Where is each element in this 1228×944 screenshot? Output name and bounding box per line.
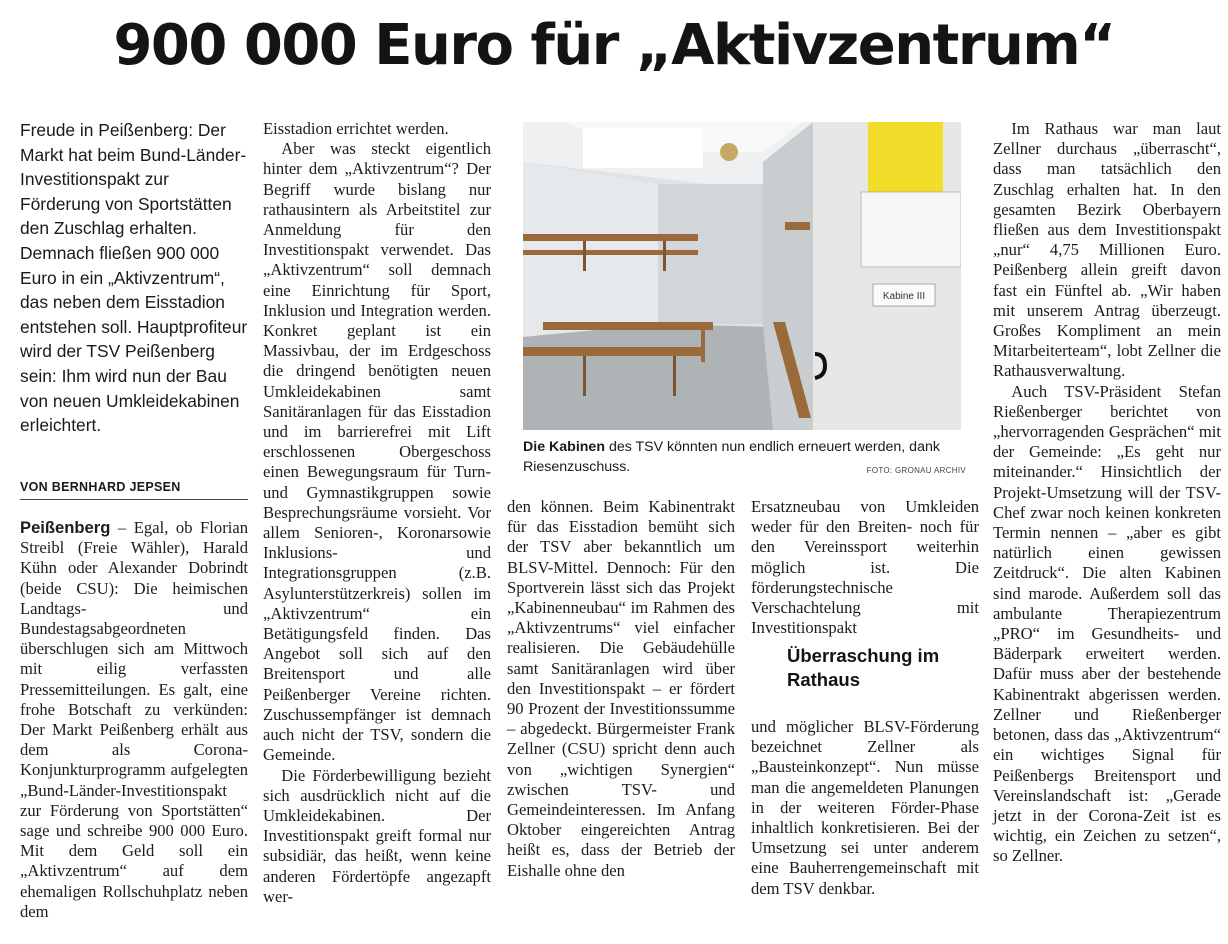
locker-room-photo <box>523 122 961 430</box>
dateline: Peißenberg <box>20 518 111 537</box>
cabin-sign-text: Kabine III <box>882 291 926 302</box>
paragraph: Im Rathaus war man laut Zellner durchaus „überrascht“, dass man tatsächlich den Zuschlag erhalten hat. In den gesamten Bezirk Oberbayern fließen aus dem Investitionspakt „nur“ 4,75 Millionen Euro. Peißenberg allein greift davon fast ein Fünftel ab. „Wir haben mit unserem Antrag überzeugt. Großes Kompliment an mein Mitarbeiterteam“, lobt Zellner die Rathausverwaltung. <box>993 119 1221 381</box>
paragraph: Ersatzneubau von Umkleiden weder für den Breiten- noch für den Vereinssport weiterhin möglich ist. Die förderungstechnische Verschachtelung mit Investitionspakt <box>751 497 979 638</box>
article-column-1 <box>20 518 248 922</box>
lead-paragraph: Freude in Peißenberg: Der Markt hat beim Bund-Länder-Investitionspakt zur Förderung von Sportstätten den Zuschlag erhalten. Demnach fließen 900 000 Euro in ein „Aktivzentrum“, das neben dem Eisstadion entstehen soll. Hauptprofiteur wird der TSV Peißenberg sein: Ihm wird nun der Bau von neuen Umkleidekabinen erleichtert. <box>20 120 248 436</box>
paragraph: und möglicher BLSV-Förderung bezeichnet Zellner als „Bausteinkonzept“. Nun müsse man die angemeldeten Planungen in der weiteren Förder-Phase inhaltlich konkretisieren. Bei der Umsetzung sei unter anderem eine Bauherrengemeinschaft mit dem TSV denkbar. <box>751 717 979 898</box>
photo-credit: FOTO: GRONAU ARCHIV <box>866 466 966 475</box>
paragraph: Auch TSV-Präsident Stefan Rießenberger berichtet von „hervorragenden Gesprächen“ mit der Gemeinde: „Es geht nur miteinander.“ Hinsichtlich der Projekt-Umsetzung will der TSV-Chef zwar noch keinen konkreten Termin nennen – „aber es gibt natürlich einen gewissen Zeitdruck“. Die alten Kabinen sind marode. Außerdem soll das ambulante Therapiezentrum „PRO“ im Gesundheits- und Bäderpark erweitert werden. Dafür muss aber der bestehende Kabinentrakt abgerissen werden. Zellner und Rießenberger betonen, dass das „Aktivzentrum“ ein wichtiges Signal für Peißenbergs Breitensport und Vereinslandschaft ist: „Gerade jetzt in der Corona-Zeit ist es wichtig, ein Zeichen zu setzen“, so Zellner. <box>993 381 1221 866</box>
article-column-3 <box>507 497 735 881</box>
byline: VON BERNHARD JEPSEN <box>20 480 248 500</box>
locker-room-illustration <box>523 122 961 430</box>
caption-lead: Die Kabinen <box>523 439 605 455</box>
paragraph: Aber was steckt eigentlich hinter dem „Aktivzentrum“? Der Begriff wurde bislang nur rathausintern als Arbeitstitel zur Anmeldung für den Investitionspakt verwendet. Das „Aktivzentrum“ soll demnach eine Einrichtung für Sport, Inklusion und Integration werden. Konkret geplant ist ein Massivbau, der im Erdgeschoss die dringend benötigten neuen Umkleidekabinen samt Sanitäranlagen für das Eisstadion und im barrierefrei mit Lift erschlossenen Obergeschoss einen Bewegungsraum für Turn- und Gymnastikgruppen sowie Besprechungsräume vorsieht. Vor allem Senioren-, Koronarsowie Inklusions- und Integrationsgruppen (z.B. Asylunterstützerkreis) sollen im „Aktivzentrum“ ein Betätigungsfeld finden. Das Angebot soll sich auf den Breitensport und alle Peißenberger Vereine richten. Zuschussempfänger ist demnach auch nicht der TSV, sondern die Gemeinde. <box>263 139 491 765</box>
paragraph: Eisstadion errichtet werden. <box>263 119 449 138</box>
article-column-5 <box>993 119 1221 867</box>
headline: 900 000 Euro für „Aktivzentrum“ <box>113 13 1115 78</box>
subheading: Überraschung im Rathaus <box>787 645 940 690</box>
article-column-4-top <box>751 497 979 638</box>
paragraph: Die Förderbewilligung bezieht sich ausdrücklich nicht auf die Umkleidekabinen. Der Investitionspakt greift formal nur subsidiär, das heißt, wenn keine anderen Fördertöpfe angezapft wer- <box>263 765 491 906</box>
article-column-2 <box>263 119 491 907</box>
article-column-4-bottom <box>751 717 979 899</box>
column-1-text: – Egal, ob Florian Streibl (Freie Wähler), Harald Kühn oder Alexander Dobrindt (beide CSU): Die heimischen Landtags- und Bundestagsabgeordneten überschlugen sich am Mittwoch mit eilig verfassten Pressemitteilungen. Es galt, eine frohe Botschaft zu verkünden: Der Markt Peißenberg erhält aus dem als Corona-Konjunkturprogramm aufgelegten „Bund-Länder-Investitionspakt zur Förderung von Sportstätten“ sage und schreibe 900 000 Euro. Mit dem Geld soll ein „Aktivzentrum“ auf dem ehemaligen Rollschuhplatz neben dem <box>20 518 248 921</box>
paragraph: den können. Beim Kabinentrakt für das Eisstadion bemüht sich der TSV aber bekanntlich um BLSV-Mittel. Dennoch: Für den Sportverein lässt sich das Projekt „Kabinenneubau“ im Rahmen des „Aktivzentrums“ viel einfacher realisieren. Die Gebäudehülle samt Sanitäranlagen wird über den Investitionspakt – er fördert 90 Prozent der Investitionssumme – abgedeckt. Bürgermeister Frank Zellner (CSU) spricht denn auch von „wichtigen Synergien“ zwischen TSV- und Gemeindeinteressen. Im Anfang Oktober eingereichten Antrag heißt es, dass der Betrieb der Eishalle ohne den <box>507 497 735 880</box>
caption-text: des TSV könnten nun endlich erneuert werden, dank Riesenzuschuss. <box>523 439 940 475</box>
